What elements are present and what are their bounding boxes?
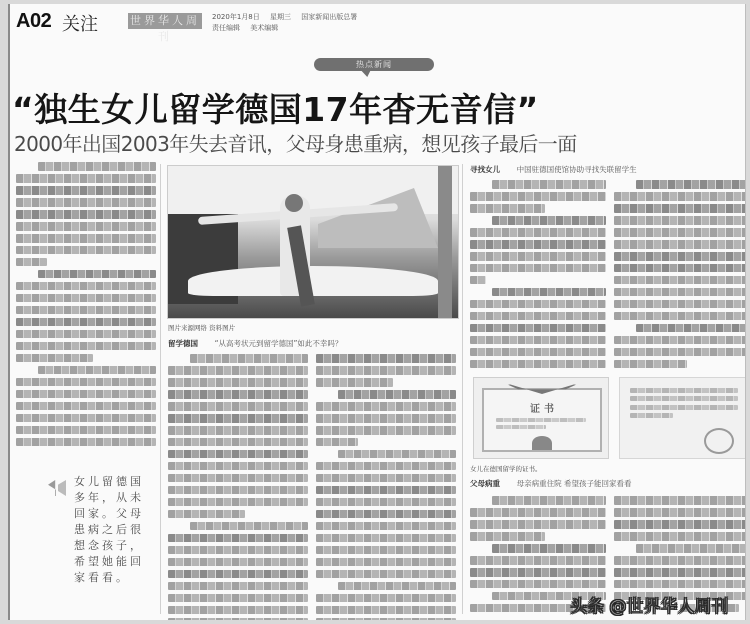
text-line <box>38 366 156 375</box>
official-stamp-icon <box>704 428 734 454</box>
text-line <box>16 198 156 207</box>
page-header <box>10 4 745 43</box>
meta-art-editor: 美术编辑 <box>250 24 279 32</box>
header-meta <box>212 12 365 34</box>
source-watermark: 头条 @世界华人周刊 <box>570 597 729 617</box>
page-number: A02 <box>16 10 52 32</box>
text-line <box>16 210 156 219</box>
photo-caption: 图片来源网络 资料图片 <box>168 324 236 332</box>
text-line <box>16 414 156 423</box>
article-headline: “独生女儿留学德国17年杳无音信” <box>12 90 539 129</box>
certificate-title: 证书 <box>530 404 558 415</box>
pull-quote-text: 女儿留德国多年，从未回家。父母患病之后很想念孩子，希望她能回家看看。 <box>74 475 144 584</box>
meta-publisher: 国家新闻出版总署 <box>301 13 358 21</box>
text-line <box>16 294 156 303</box>
quote-mark-icon <box>48 480 66 496</box>
text-line <box>16 222 156 231</box>
body-column-5 <box>614 180 746 368</box>
text-line <box>16 342 156 351</box>
certificate-image <box>473 377 609 459</box>
section-title-2: 寻找女儿 中国驻德国使馆协助寻找失联留学生 <box>470 165 637 174</box>
body-column-2 <box>168 354 308 620</box>
seal-icon <box>532 436 552 450</box>
text-line <box>16 402 156 411</box>
text-line <box>16 282 156 291</box>
article-subheadline: 2000年出国2003年失去音讯，父母身患重病，想见孩子最后一面 <box>14 132 577 156</box>
certificate-caption: 女儿在德国留学的证书。 <box>470 465 542 473</box>
section-title-3: 父母病重 母亲病重住院 希望孩子能回家看看 <box>470 479 632 488</box>
topic-tag-bubble: 热点新闻 <box>314 58 434 71</box>
masthead-logo: 世界华人周刊 <box>130 14 200 43</box>
letter-image <box>619 377 746 459</box>
body-column-3 <box>316 354 456 620</box>
text-line <box>38 162 156 171</box>
meta-editor: 责任编辑 <box>212 24 240 32</box>
newspaper-page <box>8 4 746 620</box>
text-line <box>16 246 156 255</box>
meta-date: 2020年1月8日 <box>212 13 260 21</box>
section-label: 关注 <box>62 14 98 35</box>
text-line <box>16 306 156 315</box>
body-column-1 <box>16 162 156 446</box>
text-line <box>16 426 156 435</box>
text-line <box>16 174 156 183</box>
column-divider <box>160 164 161 614</box>
text-line <box>16 354 93 363</box>
text-line <box>16 258 47 267</box>
text-line <box>16 234 156 243</box>
text-line <box>16 390 156 399</box>
text-line <box>16 438 156 447</box>
meta-weekday: 星期三 <box>269 13 291 21</box>
sculpture-wing <box>188 266 438 296</box>
column-divider <box>462 164 463 614</box>
text-line <box>16 378 156 387</box>
body-column-4 <box>470 180 606 368</box>
text-line <box>16 186 156 195</box>
text-line <box>16 330 156 339</box>
article-photo <box>167 165 459 319</box>
section-title-1: 留学德国 “从高考状元到留学德国”如此不幸吗？ <box>168 339 343 348</box>
text-line <box>38 270 156 279</box>
girl-head <box>285 194 303 212</box>
text-line <box>16 318 156 327</box>
